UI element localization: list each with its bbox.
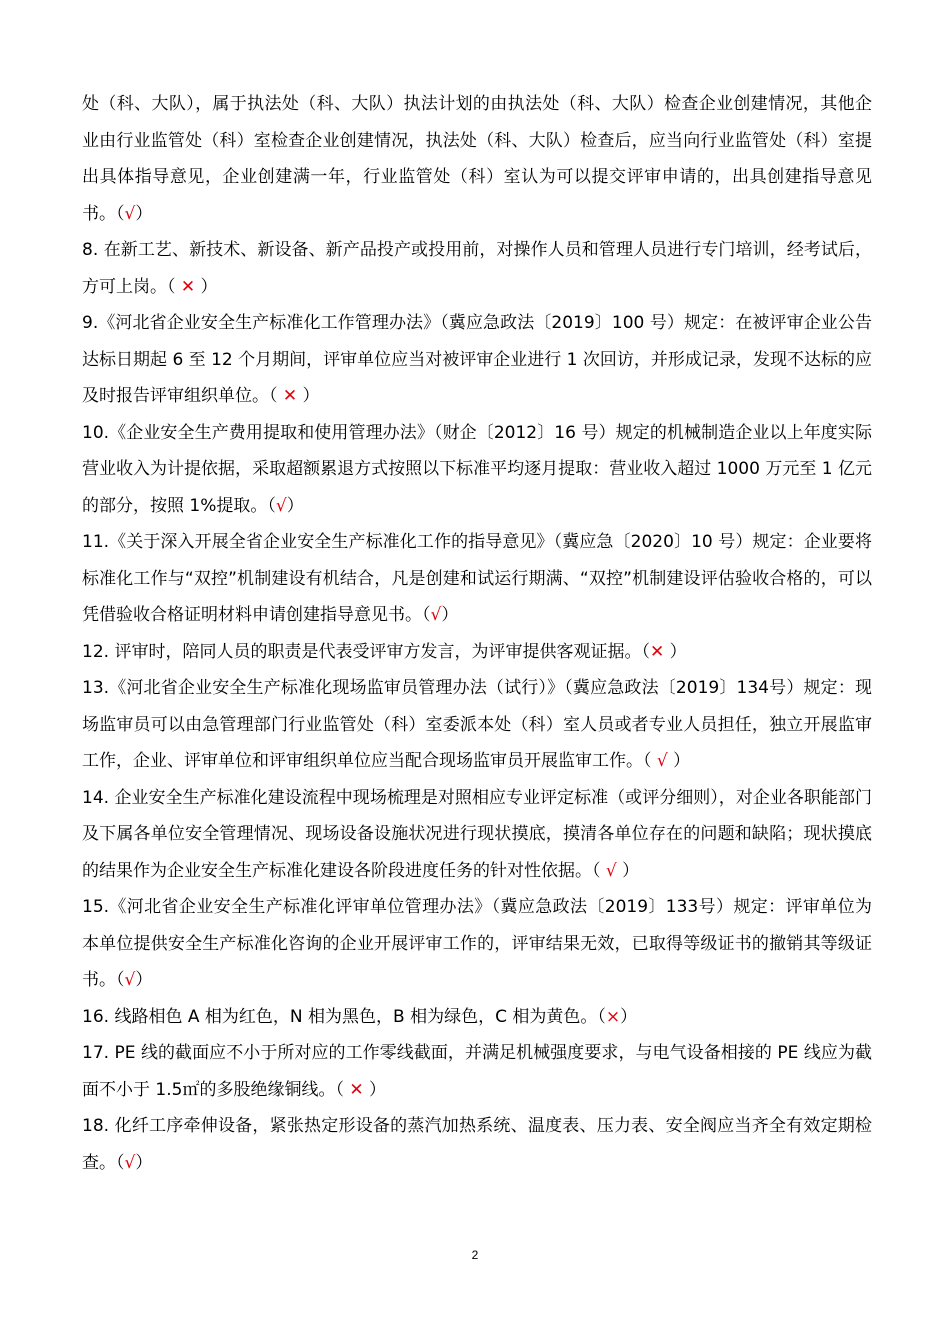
check-mark-icon: √	[124, 203, 136, 224]
paragraph-8	[82, 232, 872, 305]
paragraph-text: 15.《河北省企业安全生产标准化评审单位管理办法》（冀应急政法〔2019〕133号）规定：评审单位为本单位提供安全生产标准化咨询的企业开展评审工作的，评审结果无效，已取得等级证书的撤销其等级证书。（	[82, 897, 872, 990]
paragraph-13	[82, 670, 872, 780]
paragraph-close: ）	[297, 386, 320, 406]
paragraph-text: 12. 评审时，陪同人员的职责是代表受评审方发言，为评审提供客观证据。（	[82, 641, 650, 662]
cross-mark-icon: ✕	[349, 1079, 364, 1100]
paragraph-close: ）	[286, 495, 304, 516]
cross-mark-icon: ✕	[282, 386, 298, 406]
cross-mark-icon: ×	[605, 1006, 621, 1027]
page-number: 2	[471, 1248, 479, 1262]
paragraph-close: ）	[135, 203, 153, 224]
check-mark-icon: √	[430, 605, 442, 625]
cross-mark-icon: ✕	[649, 641, 665, 662]
paragraph-7-continued	[82, 86, 872, 232]
paragraph-close: ）	[620, 1006, 638, 1027]
paragraph-close: ）	[616, 860, 640, 881]
paragraph-close: ）	[664, 641, 687, 662]
paragraph-close: ）	[135, 970, 153, 990]
paragraph-close: ）	[363, 1079, 386, 1100]
paragraph-text: 8. 在新工艺、新技术、新设备、新产品投产或投用前，对操作人员和管理人员进行专门培训，经考试后，方可上岗。（	[82, 240, 872, 297]
check-mark-icon: √	[656, 751, 668, 771]
paragraph-text: 18. 化纤工序牵伸设备，紧张热定形设备的蒸汽加热系统、温度表、压力表、安全阀应当齐全有效定期检查。（	[82, 1116, 872, 1173]
paragraph-18	[82, 1108, 872, 1181]
paragraph-12	[82, 634, 872, 671]
check-mark-icon: √	[124, 970, 136, 990]
paragraph-16	[82, 999, 872, 1036]
check-mark-icon: √	[605, 860, 617, 881]
paragraph-text: 11.《关于深入开展全省企业安全生产标准化工作的指导意见》（冀应急〔2020〕10 号）规定：企业要将标准化工作与“双控”机制建设有机结合，凡是创建和试运行期满、“双控”机制建设评估验收合格的，可以凭借验收合格证明材料申请创建指导意见书。（	[82, 532, 872, 625]
paragraph-text: 处（科、大队），属于执法处（科、大队）执法计划的由执法处（科、大队）检查企业创建情况，其他企业由行业监管处（科）室检查企业创建情况，执法处（科、大队）检查后，应当向行业监管处（科）室提出具体指导意见，企业创建满一年，行业监管处（科）室认为可以提交评审申请的，出具创建指导意见书。（	[82, 94, 872, 224]
paragraph-text: 14. 企业安全生产标准化建设流程中现场梳理是对照相应专业评定标准（或评分细则），对企业各职能部门及下属各单位安全管理情况、现场设备设施状况进行现状摸底，摸清各单位存在的问题和缺陷；现状摸底的结果作为企业安全生产标准化建设各阶段进度任务的针对性依据。（	[82, 787, 872, 881]
paragraph-text: 13.《河北省企业安全生产标准化现场监审员管理办法（试行）》（冀应急政法〔2019〕134号）规定：现场监审员可以由急管理部门行业监管处（科）室委派本处（科）室人员或者专业人员担任，独立开展监审工作，企业、评审单位和评审组织单位应当配合现场监审员开展监审工作。（	[82, 678, 872, 771]
paragraph-15	[82, 889, 872, 999]
paragraph-text: 16. 线路相色 A 相为红色，N 相为黑色，B 相为绿色，C 相为黄色。（	[82, 1006, 606, 1027]
paragraph-text: 9.《河北省企业安全生产标准化工作管理办法》（冀应急政法〔2019〕100 号）规定：在被评审企业公告达标日期起 6 至 12 个月期间，评审单位应当对被评审企业进行 1 次回访，并形成记录，发现不达标的应及时报告评审组织单位。（	[82, 313, 872, 406]
paragraph-17	[82, 1035, 872, 1108]
paragraph-11	[82, 524, 872, 634]
check-mark-icon: √	[275, 495, 287, 516]
paragraph-text: 10.《企业安全生产费用提取和使用管理办法》（财企〔2012〕16 号）规定的机械制造企业以上年度实际营业收入为计提依据，采取超额累退方式按照以下标准平均逐月提取：营业收入超过 1000 万元至 1 亿元的部分，按照 1%提取。（	[82, 422, 872, 516]
paragraph-9	[82, 305, 872, 415]
paragraph-close: ）	[441, 605, 459, 625]
cross-mark-icon: ✕	[180, 276, 196, 297]
paragraph-close: ）	[135, 1152, 153, 1173]
check-mark-icon: √	[124, 1152, 136, 1173]
paragraph-14	[82, 780, 872, 890]
paragraph-close: ）	[667, 751, 691, 771]
paragraph-10	[82, 415, 872, 525]
document-body	[82, 86, 872, 1181]
paragraph-close: ）	[195, 276, 218, 297]
paragraph-text: 17. PE 线的截面应不小于所对应的工作零线截面，并满足机械强度要求，与电气设备相接的 PE 线应为截面不小于 1.5㎡的多股绝缘铜线。（	[82, 1043, 872, 1100]
